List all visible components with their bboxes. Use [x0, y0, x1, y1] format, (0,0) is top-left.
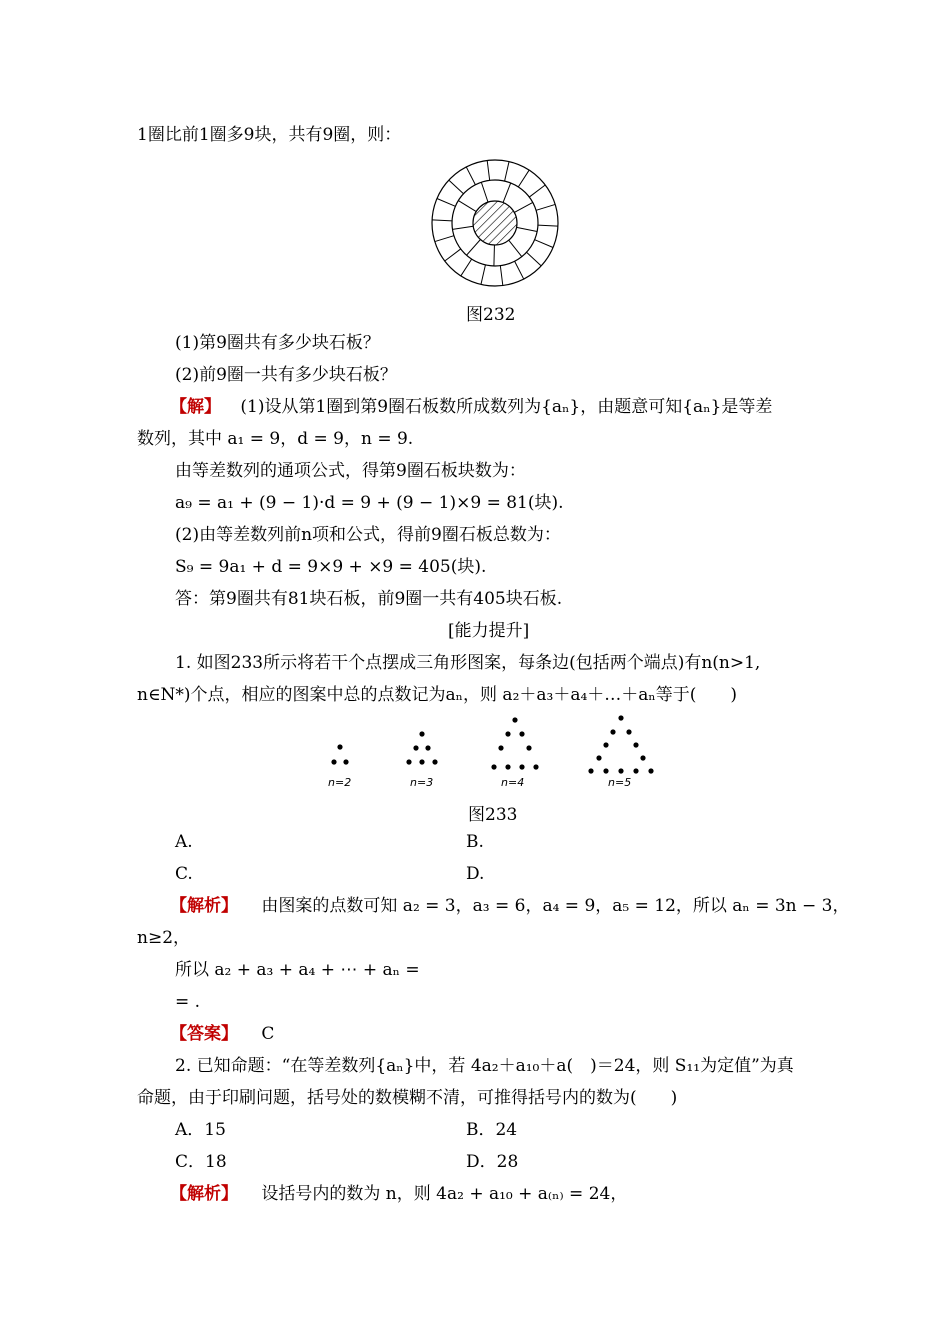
label-n5: n=5: [608, 776, 632, 789]
p2-option-d: D．28: [466, 1152, 519, 1172]
stone-divider: [518, 170, 529, 187]
figure-232-circle-diagram: [430, 158, 560, 288]
stone-divider: [452, 226, 473, 229]
triangle-n4: [491, 717, 538, 769]
problem-2-line-1: 2. 已知命题：“在等差数列{aₙ}中，若 4a₂＋a₁₀＋a( )＝24，则 S₁₁为定值”为真: [175, 1056, 794, 1076]
answer-tag: 【答案】: [170, 1024, 238, 1044]
stone-divider: [445, 249, 461, 261]
stone-divider: [503, 183, 511, 203]
stone-divider: [467, 239, 481, 255]
stone-divider: [515, 261, 524, 279]
analysis-line-2: n≥2，: [137, 928, 191, 948]
solution-line-1-cont: 数列，其中 a₁ = 9，d = 9，n = 9.: [137, 429, 414, 449]
stone-divider: [529, 185, 545, 197]
p2-analysis-line: [170, 1183, 627, 1205]
analysis-line-3: 所以 a₂ + a₃ + a₄ + ⋯ + aₙ =: [175, 960, 420, 980]
stone-divider: [494, 245, 495, 266]
question-2: (2)前9圈一共有多少块石板？: [175, 365, 397, 385]
solution-line-1: [170, 396, 772, 418]
solution-answer: 答：第9圈共有81块石板，前9圈一共有405块石板.: [175, 589, 563, 609]
stone-divider: [458, 201, 476, 212]
label-n4: n=4: [501, 776, 525, 789]
figure-233-caption: 图233: [468, 805, 518, 825]
stone-divider: [432, 220, 452, 221]
p2-option-c: C．18: [175, 1152, 227, 1172]
p2-option-b: B．24: [466, 1120, 518, 1140]
stone-divider: [461, 259, 472, 276]
label-n3: n=3: [410, 776, 434, 789]
figure-233-dot-triangles: [320, 712, 680, 792]
stone-divider: [505, 162, 509, 181]
solution-line-4: (2)由等差数列前n项和公式，得前9圈石板总数为：: [175, 525, 561, 545]
triangle-n3: [406, 731, 437, 764]
stone-divider: [437, 199, 455, 207]
solution-line-2: 由等差数列的通项公式，得第9圈石板块数为：: [175, 461, 526, 481]
stone-divider: [466, 167, 475, 185]
option-c: C.: [175, 864, 193, 884]
p2-analysis-tag: 【解析】: [170, 1184, 238, 1204]
section-heading: [能力提升]: [448, 621, 530, 641]
problem-2-line-2: 命题，由于印刷问题，括号处的数模糊不清，可推得括号内的数为( ): [137, 1088, 678, 1108]
figure-232-caption: 图232: [466, 305, 516, 325]
stone-divider: [536, 204, 555, 210]
problem-1-line-2: n∈N*)个点，相应的图案中总的点数记为aₙ，则 a₂＋a₃＋a₄＋…＋aₙ等于( ): [137, 685, 738, 705]
stone-divider: [527, 252, 542, 266]
stone-divider: [535, 240, 553, 248]
option-d: D.: [466, 864, 485, 884]
stone-divider: [538, 225, 558, 226]
stone-divider: [435, 236, 454, 242]
p2-option-a: A．15: [175, 1120, 226, 1140]
stone-divider: [514, 202, 532, 212]
solution-line-3: a₉ = a₁ + (9 − 1)·d = 9 + (9 − 1)×9 = 81(块).: [175, 493, 564, 513]
stone-divider: [481, 182, 488, 202]
stone-divider: [487, 160, 489, 180]
solution-tag: 【解】: [170, 397, 221, 417]
p2-analysis-text: 设括号内的数为 n，则 4a₂ + a₁₀ + a₍ₙ₎ = 24，: [261, 1184, 628, 1204]
stone-divider: [500, 266, 502, 286]
triangle-n5: [588, 715, 653, 773]
solution-line-5: S₉ = 9a₁ + d = 9×9 + ×9 = 405(块).: [175, 557, 487, 577]
label-n2: n=2: [328, 776, 352, 789]
solution-text-1: (1)设从第1圈到第9圈石板数所成数列为{aₙ}，由题意可知{aₙ}是等差: [240, 397, 773, 417]
stone-divider: [517, 227, 538, 231]
question-1: (1)第9圈共有多少块石板？: [175, 333, 380, 353]
stone-divider: [449, 180, 464, 194]
analysis-line-1: [170, 895, 849, 917]
intro-text: 1圈比前1圈多9块，共有9圈，则：: [137, 125, 402, 145]
analysis-tag: 【解析】: [170, 896, 238, 916]
answer-line: [170, 1023, 274, 1045]
triangle-n2: [331, 744, 348, 764]
option-b: B.: [466, 832, 484, 852]
stone-divider: [481, 265, 485, 284]
analysis-line-4: = .: [175, 992, 201, 1012]
answer-value: C: [261, 1024, 275, 1044]
analysis-text-1: 由图案的点数可知 a₂ = 3，a₃ = 6，a₄ = 9，a₅ = 12，所以 aₙ = 3n − 3，: [261, 896, 850, 916]
option-a: A.: [175, 832, 193, 852]
stone-divider: [509, 240, 522, 256]
problem-1-line-1: 1. 如图233所示将若干个点摆成三角形图案，每条边(包括两个端点)有n(n>1,: [175, 653, 761, 673]
